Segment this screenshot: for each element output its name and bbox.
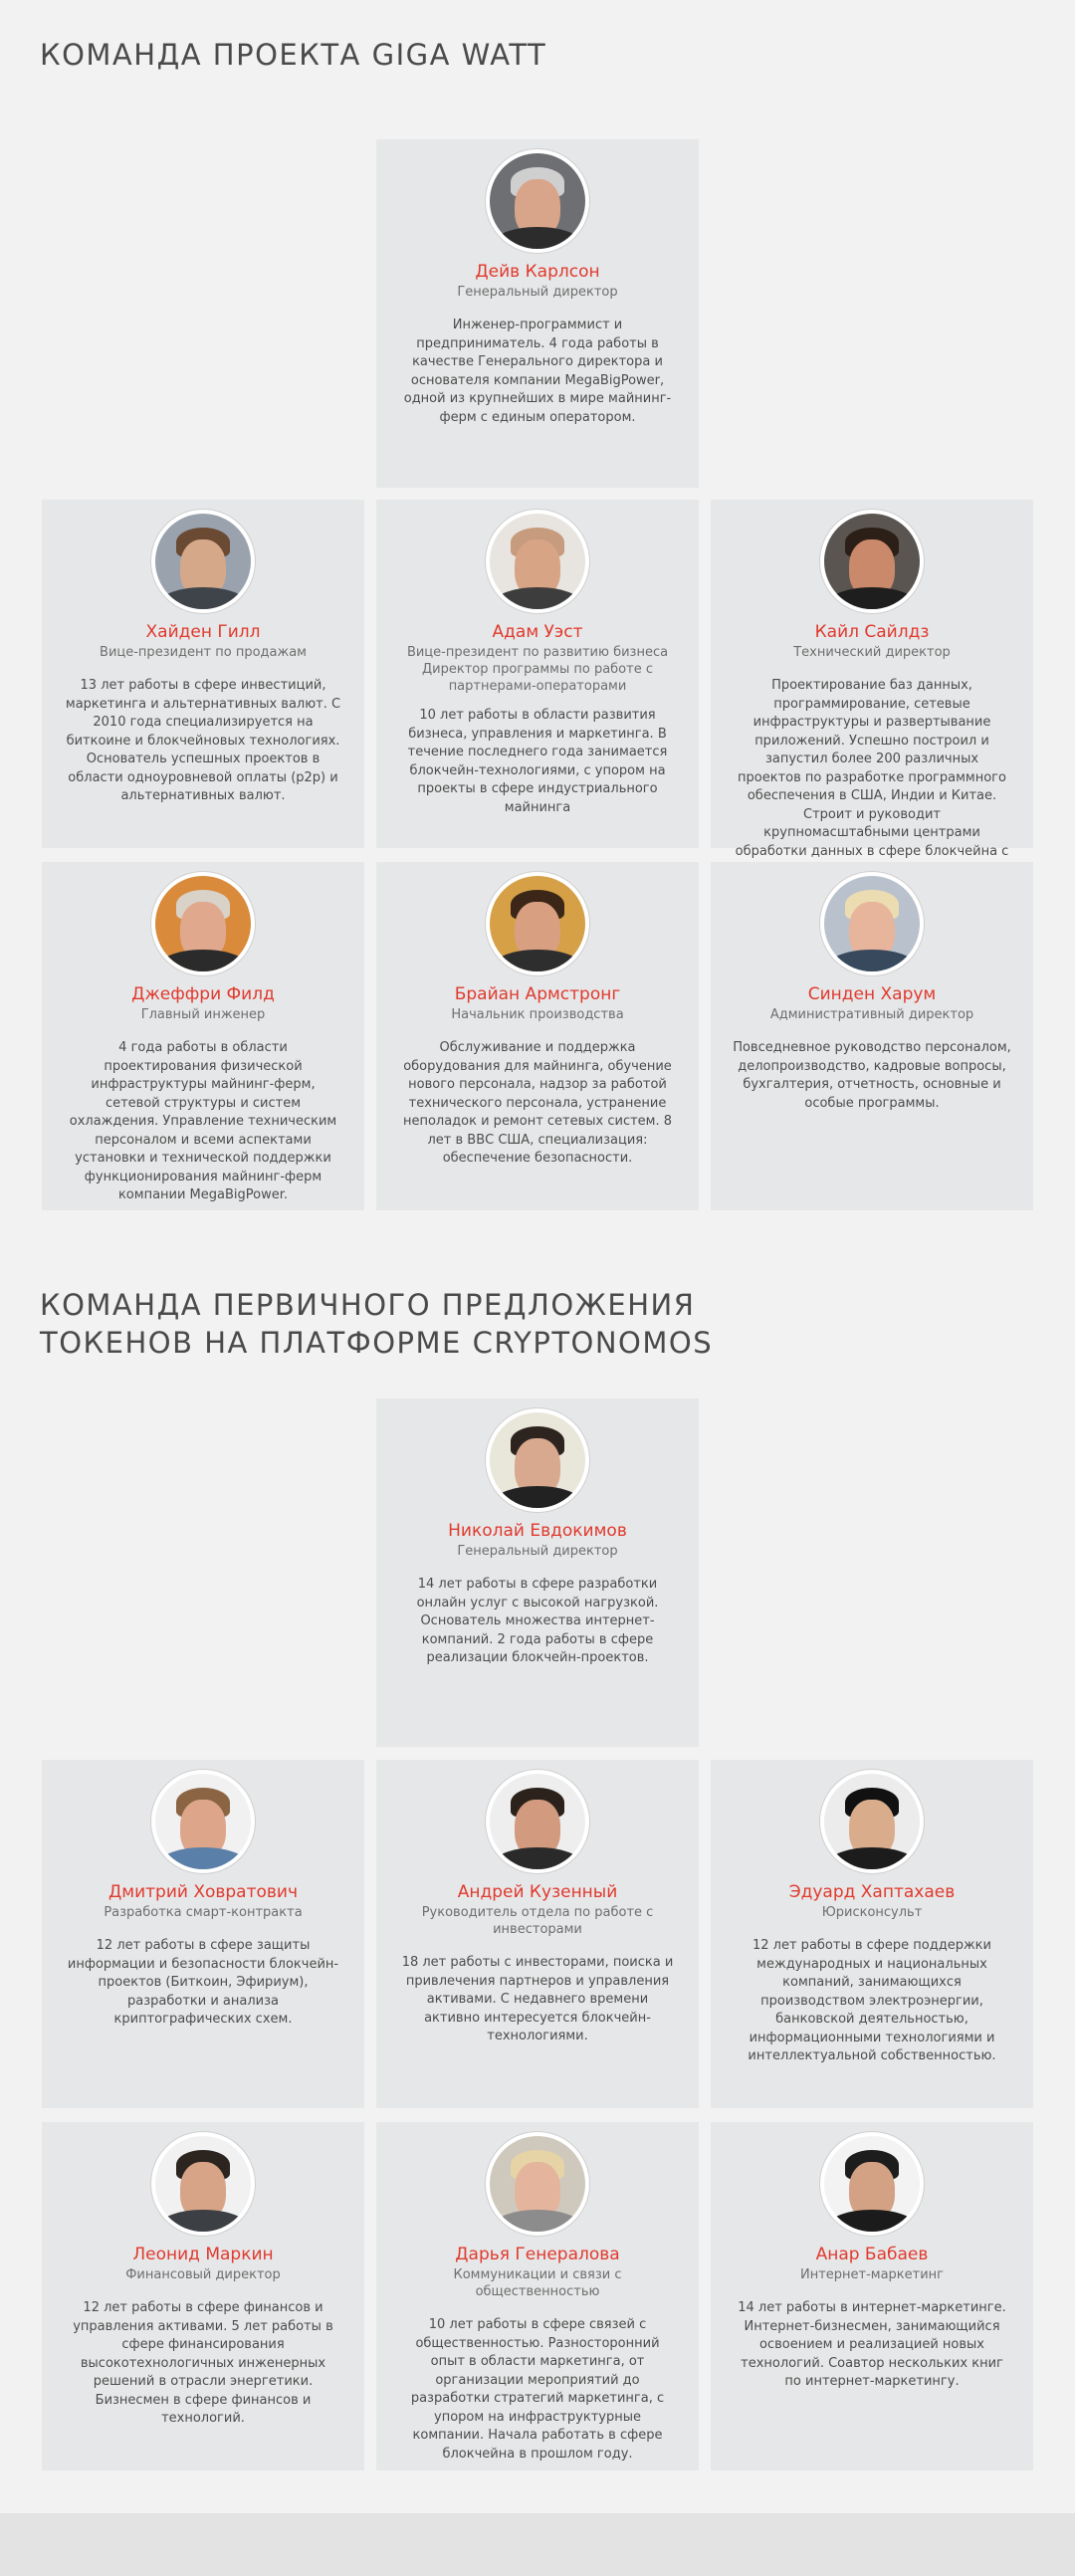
member-name: Андрей Кузенный [457,1882,618,1902]
member-name: Николай Евдокимов [448,1521,627,1541]
avatar [486,2132,589,2236]
member-name: Адам Уэст [492,622,583,642]
member-role: Начальник производства [451,1007,624,1022]
avatar [486,149,589,253]
avatar [151,1770,255,1873]
member-role: Административный директор [769,1007,974,1022]
member-bio: 10 лет работы в сфере связей с общественностью. Разносторонний опыт в области маркетинга, от организации мероприятий до разработки стратегий маркетинга, с упором на инфраструктурные компании. Начала работать в сфере блокчейна в прошлом году. [410,2317,665,2462]
member-role: Главный инженер [140,1007,266,1022]
section-title-ico-team [40,1286,713,1362]
member-bio: 12 лет работы в сфере защиты информации и безопасности блокчейн-проектов (Биткоин, Эфириум), разработки и анализа криптографических схем. [67,1938,339,2027]
member-name: Дарья Генералова [455,2245,620,2264]
team-member-card [376,1760,699,2108]
member-name: Дейв Карлсон [475,262,600,282]
team-member-card [711,2122,1033,2470]
member-bio: 10 лет работы в области развития бизнеса, управления и маркетинга. В течение последнего года занимается блокчейн-технологиями, с упором на проекты в сфере индустриального майнинга [407,708,668,815]
team-member-card [376,500,699,848]
section-title-line: ТОКЕНОВ НА ПЛАТФОРМЕ CRYPTONOMOS [40,1326,714,1360]
member-bio: 18 лет работы с инвесторами, поиска и привлечения партнеров и управления активами. С недавнего времени активно интересуется блокчейн-технологиями. [401,1955,674,2043]
avatar [820,510,924,613]
team-member-card [711,500,1033,859]
page-footer [0,2513,1075,2576]
member-role: Юрисконсульт [821,1905,923,1920]
member-name: Хайден Гилл [145,622,261,642]
avatar [820,872,924,975]
member-name: Эдуард Хаптахаев [788,1882,956,1902]
member-bio: 4 года работы в области проектирования физической инфраструктуры майнинг-ферм, сетевой структуры и систем охлаждения. Управление техническим персоналом и всеми аспектами установки и технической поддержки функционирования майнинг-ферм компании MegaBigPower. [69,1040,337,1202]
member-name: Дмитрий Ховратович [108,1882,299,1902]
team-member-card [42,2122,364,2470]
member-bio: Повседневное руководство персоналом, делопроизводство, кадровые вопросы, бухгалтерия, отчетность, основные и особые программы. [733,1040,1011,1111]
member-role: Финансовый директор [125,2267,281,2282]
member-name: Леонид Маркин [132,2245,274,2264]
member-bio: 14 лет работы в интернет-маркетинге. Интернет-бизнесмен, занимающийся освоением и реализацией новых технологий. Соавтор нескольких книг по интернет-маркетингу. [738,2300,1006,2389]
avatar [151,510,255,613]
member-bio: Инженер-программист и предприниматель. 4 года работы в качестве Генерального директора и основателя компании MegaBigPower, одной из крупнейших в мире майнинг-ферм с единым оператором. [403,318,672,425]
member-name: Кайл Сайлдз [814,622,930,642]
member-name: Анар Бабаев [815,2245,929,2264]
member-role: Вице-президент по продажам [100,645,307,660]
section-title-line: КОМАНДА ПЕРВИЧНОГО ПРЕДЛОЖЕНИЯ [40,1288,696,1322]
member-bio: 12 лет работы в сфере финансов и управления активами. 5 лет работы в сфере финансирования высокотехнологичных инженерных решений в отрасли энергетики. Бизнесмен в сфере финансов и технологий. [73,2300,333,2426]
member-role: Интернет-маркетинг [799,2267,945,2282]
avatar [820,1770,924,1873]
member-role: Генеральный директор [457,285,618,300]
team-member-card [711,1760,1033,2108]
team-member-card [42,1760,364,2108]
avatar [486,1408,589,1512]
member-name: Синден Харум [807,984,937,1004]
section-title-gigawatt-team: КОМАНДА ПРОЕКТА GIGA WATT [40,38,547,72]
member-name: Джеффри Филд [131,984,275,1004]
member-bio: Проектирование баз данных, программирование, сетевые инфраструктуры и развертывание приложений. Успешно построил и запустил более 200 различных проектов по разработке программного обеспечения в США, Индии и Китае. Строит и руководит крупномасштабными центрами обработки данных в сфере блокчейна с [735,678,1009,859]
team-member-card [42,500,364,848]
member-bio: 14 лет работы в сфере разработки онлайн услуг с высокой нагрузкой. Основатель множества интернет-компаний. 2 года работы в сфере реализации блокчейн-проектов. [416,1577,659,1665]
member-role: Вице-президент по развитию бизнеса Директор программы по работе с партнерами-операторами [406,645,669,694]
team-member-card [42,862,364,1210]
avatar [820,2132,924,2236]
avatar [151,872,255,975]
member-role: Технический директор [793,645,951,660]
member-role: Разработка смарт-контракта [104,1905,303,1920]
member-bio: 13 лет работы в сфере инвестиций, маркетинга и альтернативных валют. С 2010 года специализируется на биткоине и блокчейновых технологиях. Основатель успешных проектов в области одноуровневой оплаты (p2p) и альтернативных валют. [65,678,341,803]
member-role: Коммуникации и связи с общественностью [453,2267,622,2299]
member-name: Брайан Армстронг [454,984,621,1004]
team-member-card [376,1398,699,1747]
team-member-card [376,2122,699,2470]
member-bio: Обслуживание и поддержка оборудования для майнинга, обучение нового персонала, надзор за работой технического персонала, устранение неполадок и ремонт сетевых систем. 8 лет в ВВС США, специализация: обеспечение безопасности. [402,1040,673,1166]
member-role: Генеральный директор [457,1544,618,1559]
avatar [486,872,589,975]
avatar [151,2132,255,2236]
avatar [486,1770,589,1873]
team-member-card [376,862,699,1210]
team-member-card [376,139,699,488]
member-bio: 12 лет работы в сфере поддержки международных и национальных компаний, занимающихся производством электроэнергии, банковской деятельностью, информационными технологиями и интеллектуальной собственностью. [748,1938,996,2063]
team-member-card [711,862,1033,1210]
member-role: Руководитель отдела по работе с инвесторами [421,1905,654,1937]
avatar [486,510,589,613]
